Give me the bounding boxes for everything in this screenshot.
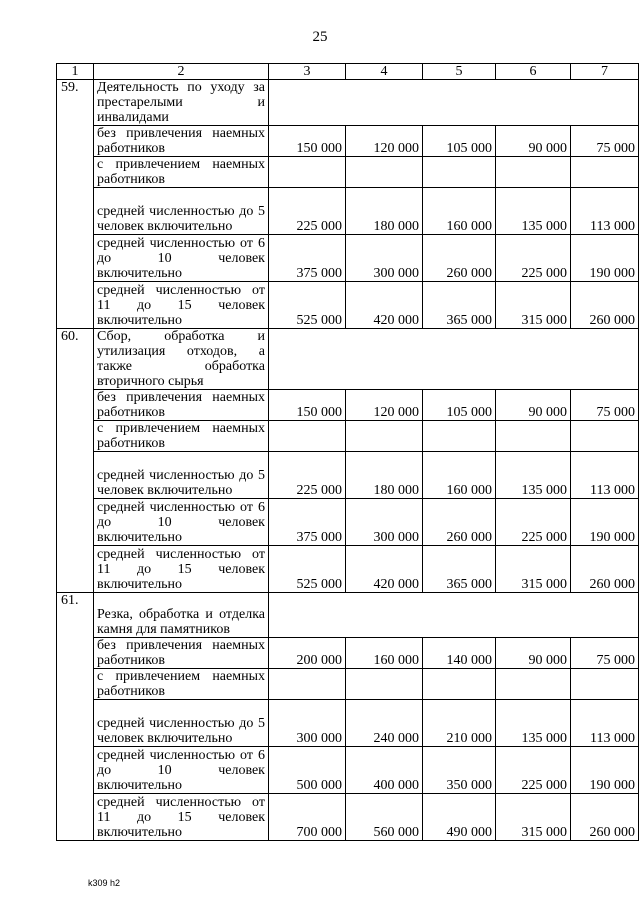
section-title-row	[57, 80, 639, 126]
value-cell: 260 000	[423, 235, 496, 282]
data-table	[56, 63, 639, 841]
column-header: 2	[94, 64, 269, 80]
value-cell: 240 000	[346, 700, 423, 747]
empty-cell	[269, 157, 346, 188]
value-cell: 500 000	[269, 747, 346, 794]
value-cell: 90 000	[496, 126, 571, 157]
row-label: средней численностью от 6 до 10 человек включительно	[94, 499, 269, 546]
empty-cell	[571, 669, 639, 700]
value-cell: 560 000	[346, 794, 423, 841]
page-number: 25	[312, 29, 328, 45]
empty-cell	[496, 157, 571, 188]
table-row	[57, 638, 639, 669]
value-cell: 700 000	[269, 794, 346, 841]
value-cell: 135 000	[496, 188, 571, 235]
value-cell: 180 000	[346, 188, 423, 235]
section-number: 59.	[57, 80, 94, 329]
table-row	[57, 421, 639, 452]
value-cell: 260 000	[423, 499, 496, 546]
column-header-row	[57, 64, 639, 80]
section-title: Сбор, обработка и утилизация отходов, а также обработка вторичного сырья	[94, 329, 269, 390]
table-row	[57, 546, 639, 593]
value-cell: 120 000	[346, 126, 423, 157]
value-cell: 75 000	[571, 126, 639, 157]
value-cell: 525 000	[269, 546, 346, 593]
value-cell: 225 000	[496, 235, 571, 282]
value-cell: 105 000	[423, 126, 496, 157]
empty-cell	[269, 80, 639, 126]
value-cell: 225 000	[496, 499, 571, 546]
section-number: 60.	[57, 329, 94, 593]
value-cell: 420 000	[346, 282, 423, 329]
value-cell: 225 000	[496, 747, 571, 794]
empty-cell	[496, 421, 571, 452]
row-label: без привлечения наемных работников	[94, 638, 269, 669]
section-title: Резка, обработка и отделка камня для памятников	[94, 593, 269, 638]
value-cell: 420 000	[346, 546, 423, 593]
empty-cell	[269, 421, 346, 452]
section-title: Деятельность по уходу за престарелыми и инвалидами	[94, 80, 269, 126]
empty-cell	[571, 421, 639, 452]
table-row	[57, 452, 639, 499]
value-cell: 75 000	[571, 638, 639, 669]
value-cell: 260 000	[571, 546, 639, 593]
row-label: без привлечения наемных работников	[94, 126, 269, 157]
table-row	[57, 282, 639, 329]
empty-cell	[346, 421, 423, 452]
value-cell: 190 000	[571, 747, 639, 794]
value-cell: 210 000	[423, 700, 496, 747]
value-cell: 160 000	[346, 638, 423, 669]
column-header: 5	[423, 64, 496, 80]
value-cell: 150 000	[269, 390, 346, 421]
empty-cell	[269, 329, 639, 390]
value-cell: 225 000	[269, 188, 346, 235]
row-label: с привлечением наемных работников	[94, 421, 269, 452]
value-cell: 90 000	[496, 390, 571, 421]
value-cell: 260 000	[571, 282, 639, 329]
table-row	[57, 499, 639, 546]
row-label: с привлечением наемных работников	[94, 157, 269, 188]
value-cell: 350 000	[423, 747, 496, 794]
section-number: 61.	[57, 593, 94, 841]
section-title-row	[57, 329, 639, 390]
row-label: средней численностью до 5 человек включительно	[94, 188, 269, 235]
value-cell: 225 000	[269, 452, 346, 499]
value-cell: 113 000	[571, 700, 639, 747]
value-cell: 135 000	[496, 452, 571, 499]
value-cell: 135 000	[496, 700, 571, 747]
value-cell: 113 000	[571, 452, 639, 499]
value-cell: 365 000	[423, 282, 496, 329]
value-cell: 315 000	[496, 546, 571, 593]
value-cell: 315 000	[496, 282, 571, 329]
table-row	[57, 794, 639, 841]
empty-cell	[496, 669, 571, 700]
empty-cell	[346, 669, 423, 700]
value-cell: 75 000	[571, 390, 639, 421]
table-row	[57, 390, 639, 421]
value-cell: 190 000	[571, 499, 639, 546]
table-row	[57, 188, 639, 235]
value-cell: 300 000	[346, 235, 423, 282]
row-label: средней численностью от 11 до 15 человек включительно	[94, 282, 269, 329]
value-cell: 90 000	[496, 638, 571, 669]
column-header: 4	[346, 64, 423, 80]
value-cell: 315 000	[496, 794, 571, 841]
table-row	[57, 235, 639, 282]
empty-cell	[571, 157, 639, 188]
row-label: средней численностью до 5 человек включительно	[94, 452, 269, 499]
value-cell: 375 000	[269, 235, 346, 282]
row-label: средней численностью от 11 до 15 человек включительно	[94, 546, 269, 593]
value-cell: 160 000	[423, 452, 496, 499]
empty-cell	[423, 421, 496, 452]
value-cell: 190 000	[571, 235, 639, 282]
value-cell: 490 000	[423, 794, 496, 841]
value-cell: 300 000	[269, 700, 346, 747]
column-header: 3	[269, 64, 346, 80]
column-header: 1	[57, 64, 94, 80]
empty-cell	[346, 157, 423, 188]
value-cell: 180 000	[346, 452, 423, 499]
value-cell: 300 000	[346, 499, 423, 546]
value-cell: 375 000	[269, 499, 346, 546]
table-row	[57, 669, 639, 700]
value-cell: 400 000	[346, 747, 423, 794]
column-header: 6	[496, 64, 571, 80]
row-label: средней численностью от 11 до 15 человек включительно	[94, 794, 269, 841]
table-row	[57, 126, 639, 157]
value-cell: 120 000	[346, 390, 423, 421]
value-cell: 260 000	[571, 794, 639, 841]
row-label: средней численностью от 6 до 10 человек включительно	[94, 747, 269, 794]
row-label: с привлечением наемных работников	[94, 669, 269, 700]
section-title-row	[57, 593, 639, 638]
row-label: средней численностью от 6 до 10 человек включительно	[94, 235, 269, 282]
value-cell: 113 000	[571, 188, 639, 235]
table-row	[57, 157, 639, 188]
value-cell: 365 000	[423, 546, 496, 593]
table-row	[57, 700, 639, 747]
empty-cell	[423, 157, 496, 188]
empty-cell	[269, 593, 639, 638]
value-cell: 525 000	[269, 282, 346, 329]
footer-code: k309 h2	[88, 878, 121, 888]
empty-cell	[423, 669, 496, 700]
value-cell: 150 000	[269, 126, 346, 157]
table-row	[57, 747, 639, 794]
empty-cell	[269, 669, 346, 700]
value-cell: 160 000	[423, 188, 496, 235]
row-label: без привлечения наемных работников	[94, 390, 269, 421]
value-cell: 140 000	[423, 638, 496, 669]
row-label: средней численностью до 5 человек включительно	[94, 700, 269, 747]
value-cell: 200 000	[269, 638, 346, 669]
value-cell: 105 000	[423, 390, 496, 421]
column-header: 7	[571, 64, 639, 80]
